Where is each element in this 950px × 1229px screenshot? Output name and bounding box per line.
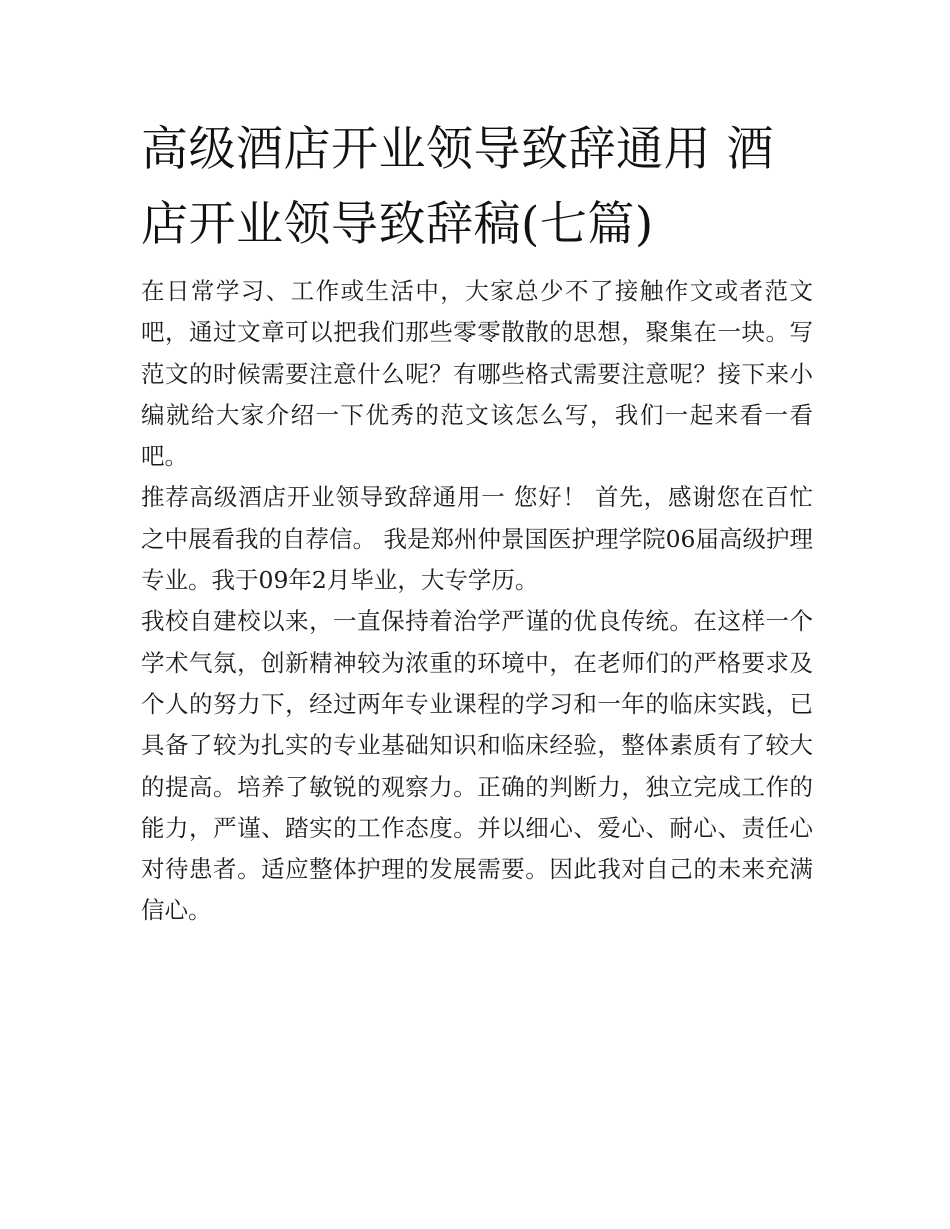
- school-paragraph: 我校自建校以来，一直保持着治学严谨的优良传统。在这样一个学术气氛，创新精神较为浓重的环境中，在老师们的严格要求及个人的努力下，经过两年专业课程的学习和一年的临床实践，已具备了较为扎实的专业基础知识和临床经验，整体素质有了较大的提高。培养了敏锐的观察力。正确的判断力，独立完成工作的能力，严谨、踏实的工作态度。并以细心、爱心、耐心、责任心对待患者。适应整体护理的发展需要。因此我对自己的未来充满信心。: [141, 607, 813, 925]
- recommendation-paragraph: 推荐高级酒店开业领导致辞通用一 您好！ 首先，感谢您在百忙之中展看我的自荐信。 我是郑州仲景国医护理学院06届高级护理专业。我于09年2月毕业，大专学历。: [141, 483, 813, 595]
- document-content: [141, 112, 813, 932]
- document-title: 高级酒店开业领导致辞通用 酒店开业领导致辞稿(七篇): [141, 122, 774, 252]
- document-body: [141, 271, 813, 932]
- intro-paragraph: 在日常学习、工作或生活中，大家总少不了接触作文或者范文吧，通过文章可以把我们那些零零散散的思想，聚集在一块。写范文的时候需要注意什么呢？有哪些格式需要注意呢？接下来小编就给大家介绍一下优秀的范文该怎么写，我们一起来看一看吧。: [141, 277, 813, 471]
